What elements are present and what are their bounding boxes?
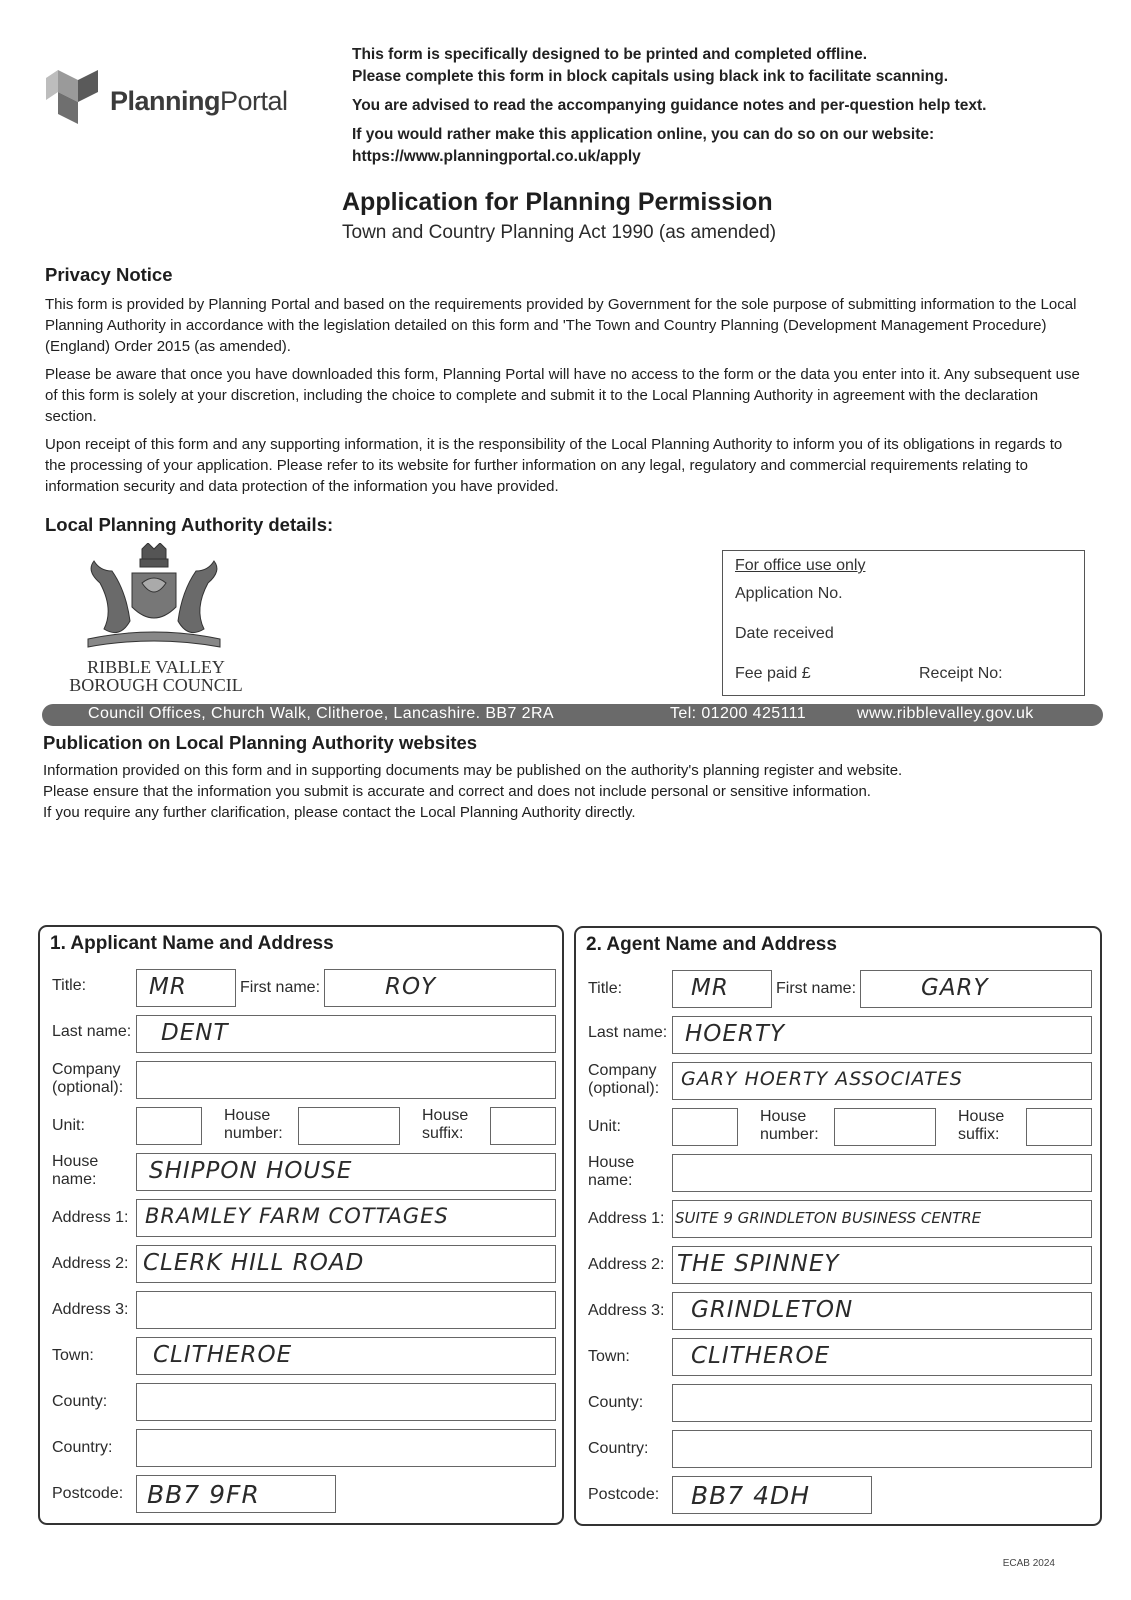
agent-house-name-label: House name:	[588, 1154, 635, 1189]
agent-unit-label: Unit:	[588, 1118, 621, 1135]
agent-first-name-value: GARY	[921, 975, 989, 1001]
applicant-postcode-label: Postcode:	[52, 1485, 124, 1502]
privacy-paragraph-2: Please be aware that once you have downloaded this form, Planning Portal will have no access to the form or the data you enter into it. Any subsequent use of this form is solely at your discretion, including the choice to complete and submit it to the Local Planning Authority in agreement with the declaration section.	[45, 366, 1080, 425]
agent-town-field[interactable]	[672, 1338, 1092, 1376]
office-fee-paid: Fee paid £	[735, 665, 811, 682]
agent-house-name-field[interactable]	[672, 1154, 1092, 1192]
applicant-postcode-field[interactable]	[136, 1475, 336, 1513]
agent-last-name-field[interactable]	[672, 1016, 1092, 1054]
publication-line-2: Please ensure that the information you submit is accurate and correct and does not include personal or sensitive information.	[43, 783, 871, 800]
applicant-first-name-field[interactable]	[324, 969, 556, 1007]
note-line-1: This form is specifically designed to be printed and completed offline.	[352, 46, 868, 63]
publication-text	[43, 760, 1093, 823]
applicant-company-label: Company (optional):	[52, 1061, 124, 1096]
top-notes	[352, 44, 1072, 175]
planning-portal-logo-icon	[44, 66, 104, 132]
council-name-line-1: RIBBLE VALLEY	[87, 657, 225, 677]
publication-heading: Publication on Local Planning Authority websites	[43, 732, 478, 753]
applicant-title-value: MR	[149, 974, 187, 1000]
council-name	[56, 658, 256, 694]
agent-town-value: CLITHEROE	[691, 1343, 831, 1369]
applicant-title-field[interactable]	[136, 969, 236, 1007]
council-address: Council Offices, Church Walk, Clitheroe, Lancashire. BB7 2RA	[88, 705, 554, 722]
page-title: Application for Planning Permission	[342, 188, 773, 216]
applicant-postcode-value: BB7 9FR	[147, 1480, 260, 1509]
office-use-heading: For office use only	[735, 557, 866, 574]
agent-country-field[interactable]	[672, 1430, 1092, 1468]
agent-title-value: MR	[691, 975, 729, 1001]
publication-line-3: If you require any further clarification, please contact the Local Planning Authority directly.	[43, 804, 636, 821]
applicant-house-suffix-field[interactable]	[490, 1107, 556, 1145]
privacy-paragraph-1: This form is provided by Planning Portal and based on the requirements provided by Government for the sole purpose of submitting information to the Local Planning Authority in accordance with the legislation detailed on this form and 'The Town and Country Planning (Development Management Procedure) (England) Order 2015 (as amended).	[45, 296, 1077, 355]
agent-title-field[interactable]	[672, 970, 772, 1008]
agent-address3-field[interactable]	[672, 1292, 1092, 1330]
applicant-first-name-value: ROY	[385, 974, 437, 1000]
agent-address1-value: SUITE 9 GRINDLETON BUSINESS CENTRE	[675, 1209, 982, 1227]
applicant-house-number-field[interactable]	[298, 1107, 400, 1145]
form-code: ECAB 2024	[1002, 1558, 1055, 1569]
applicant-unit-label: Unit:	[52, 1117, 85, 1134]
privacy-text	[45, 294, 1085, 504]
council-name-line-2: BOROUGH COUNCIL	[69, 675, 243, 695]
agent-county-label: County:	[588, 1394, 644, 1411]
agent-panel	[574, 926, 1102, 1526]
council-crest-icon	[80, 543, 230, 655]
agent-address3-label: Address 3:	[588, 1302, 665, 1319]
agent-address3-value: GRINDLETON	[691, 1297, 854, 1323]
agent-company-field[interactable]	[672, 1062, 1092, 1100]
applicant-town-label: Town:	[52, 1347, 94, 1364]
applicant-house-name-field[interactable]	[136, 1153, 556, 1191]
agent-county-field[interactable]	[672, 1384, 1092, 1422]
agent-address2-label: Address 2:	[588, 1256, 665, 1273]
applicant-address1-label: Address 1:	[52, 1209, 129, 1226]
page-subtitle: Town and Country Planning Act 1990 (as amended)	[342, 222, 777, 243]
applicant-heading: 1. Applicant Name and Address	[50, 933, 334, 954]
applicant-house-name-value: SHIPPON HOUSE	[149, 1158, 353, 1184]
applicant-company-field[interactable]	[136, 1061, 556, 1099]
applicant-county-label: County:	[52, 1393, 108, 1410]
applicant-address2-label: Address 2:	[52, 1255, 129, 1272]
agent-house-suffix-field[interactable]	[1026, 1108, 1092, 1146]
agent-country-label: Country:	[588, 1440, 649, 1457]
office-application-no: Application No.	[735, 585, 843, 602]
office-use-box	[722, 550, 1085, 696]
agent-title-label: Title:	[588, 980, 623, 997]
note-line-3: You are advised to read the accompanying guidance notes and per-question help text.	[352, 97, 987, 114]
lpa-heading: Local Planning Authority details:	[45, 514, 334, 535]
privacy-paragraph-3: Upon receipt of this form and any supporting information, it is the responsibility of the Local Planning Authority to inform you of its obligations in regards to the processing of your application. Please refer to its website for further information on any legal, regulatory and commercial requirements relating to information security and data protection of the information you have provided.	[45, 436, 1063, 495]
planning-portal-logo	[44, 66, 314, 136]
note-line-5: https://www.planningportal.co.uk/apply	[352, 148, 641, 165]
agent-first-name-field[interactable]	[860, 970, 1092, 1008]
applicant-town-value: CLITHEROE	[153, 1342, 293, 1368]
agent-heading: 2. Agent Name and Address	[586, 934, 837, 955]
agent-company-value: GARY HOERTY ASSOCIATES	[681, 1068, 963, 1090]
applicant-address2-value: CLERK HILL ROAD	[143, 1250, 365, 1276]
agent-unit-field[interactable]	[672, 1108, 738, 1146]
agent-last-name-label: Last name:	[588, 1024, 668, 1041]
agent-postcode-field[interactable]	[672, 1476, 872, 1514]
office-date-received: Date received	[735, 625, 834, 642]
applicant-title-label: Title:	[52, 977, 87, 994]
agent-house-number-label: House number:	[760, 1108, 819, 1143]
agent-house-number-field[interactable]	[834, 1108, 936, 1146]
applicant-address3-field[interactable]	[136, 1291, 556, 1329]
agent-address1-label: Address 1:	[588, 1210, 665, 1227]
applicant-last-name-label: Last name:	[52, 1023, 132, 1040]
note-line-4: If you would rather make this application online, you can do so on our website:	[352, 126, 935, 143]
agent-address2-value: THE SPINNEY	[677, 1251, 840, 1277]
applicant-country-field[interactable]	[136, 1429, 556, 1467]
council-address-bar	[42, 704, 1103, 726]
applicant-address3-label: Address 3:	[52, 1301, 129, 1318]
agent-address2-field[interactable]	[672, 1246, 1092, 1284]
applicant-house-suffix-label: House suffix:	[422, 1107, 469, 1142]
applicant-last-name-field[interactable]	[136, 1015, 556, 1053]
applicant-county-field[interactable]	[136, 1383, 556, 1421]
office-receipt-no: Receipt No:	[919, 665, 1003, 682]
agent-first-name-label: First name:	[776, 980, 857, 997]
privacy-heading: Privacy Notice	[45, 264, 173, 285]
note-line-2: Please complete this form in block capitals using black ink to facilitate scanning.	[352, 68, 949, 85]
applicant-panel	[38, 925, 564, 1525]
applicant-house-number-label: House number:	[224, 1107, 283, 1142]
applicant-unit-field[interactable]	[136, 1107, 202, 1145]
publication-line-1: Information provided on this form and in supporting documents may be published on the authority's planning register and website.	[43, 762, 903, 779]
agent-postcode-value: BB7 4DH	[691, 1481, 811, 1510]
applicant-last-name-value: DENT	[161, 1020, 229, 1046]
agent-town-label: Town:	[588, 1348, 630, 1365]
agent-house-suffix-label: House suffix:	[958, 1108, 1005, 1143]
agent-postcode-label: Postcode:	[588, 1486, 660, 1503]
applicant-first-name-label: First name:	[240, 979, 321, 996]
logo-wordmark: PlanningPortal	[110, 86, 288, 116]
applicant-country-label: Country:	[52, 1439, 113, 1456]
applicant-address1-field[interactable]	[136, 1199, 556, 1237]
council-website: www.ribblevalley.gov.uk	[857, 705, 1034, 722]
council-tel: Tel: 01200 425111	[670, 705, 807, 722]
applicant-house-name-label: House name:	[52, 1153, 99, 1188]
agent-last-name-value: HOERTY	[685, 1021, 786, 1047]
applicant-address2-field[interactable]	[136, 1245, 556, 1283]
applicant-town-field[interactable]	[136, 1337, 556, 1375]
agent-company-label: Company (optional):	[588, 1062, 660, 1097]
agent-address1-field[interactable]	[672, 1200, 1092, 1238]
applicant-address1-value: BRAMLEY FARM COTTAGES	[145, 1204, 449, 1228]
